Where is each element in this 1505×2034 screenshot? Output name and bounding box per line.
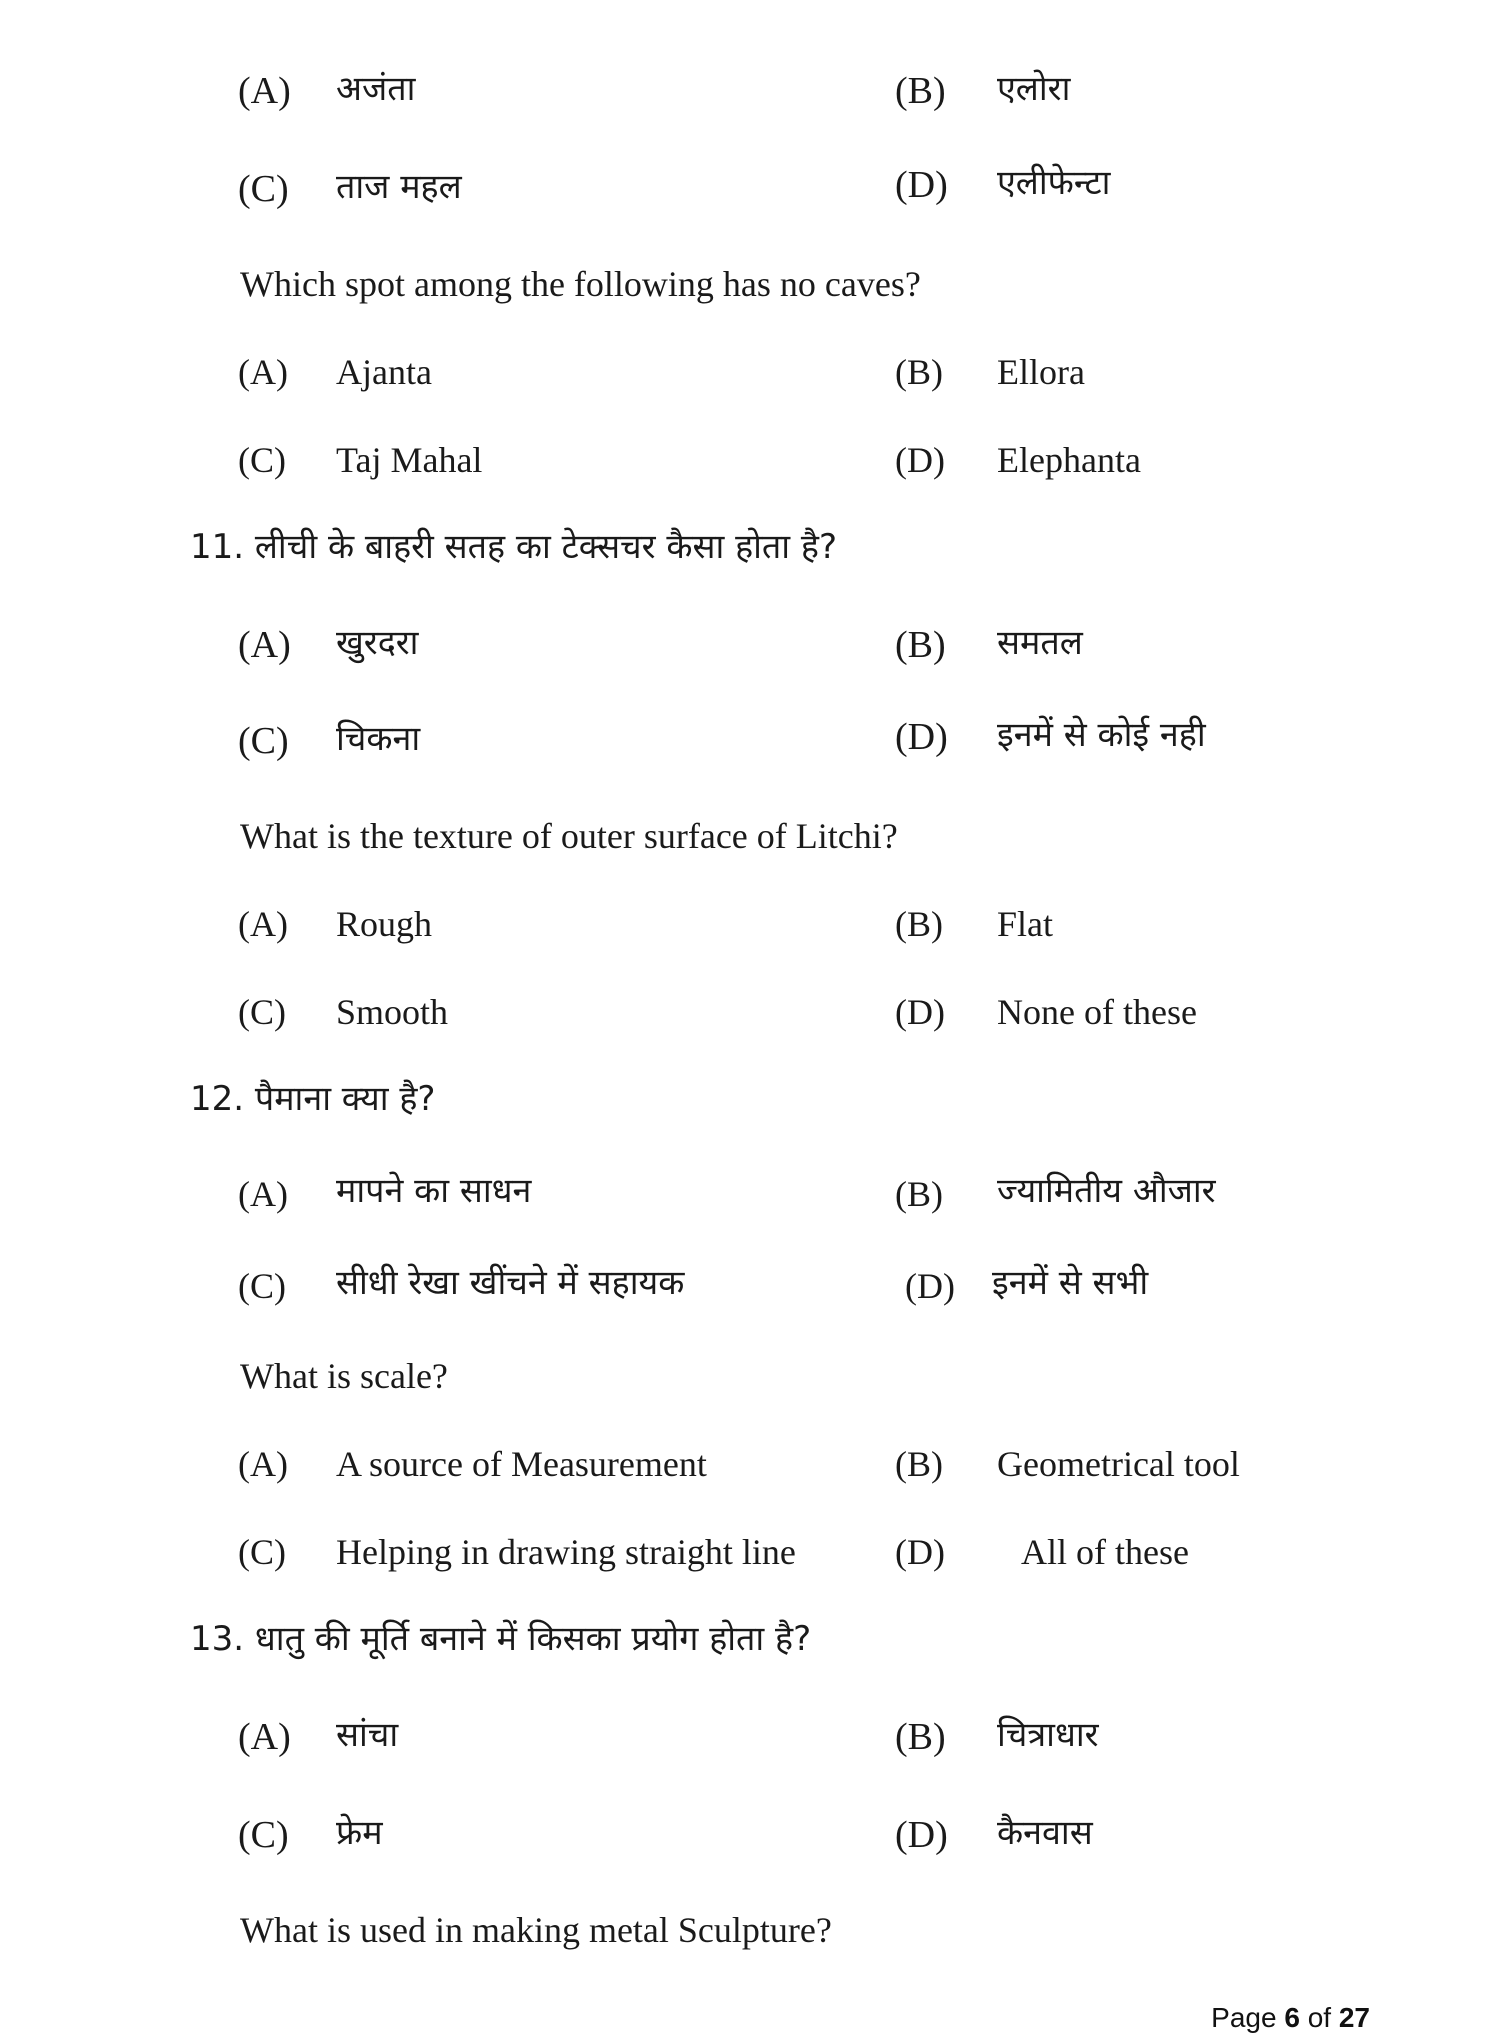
q13-hi-option-b: चित्राधार (997, 1715, 1099, 1755)
option-label-d: (D) (895, 440, 945, 480)
q12-hi-option-b: ज्यामितीय औजार (997, 1171, 1216, 1211)
q12-en-option-d: All of these (1021, 1532, 1189, 1572)
q11-hi-question: 11. लीची के बाहरी सतह का टेक्सचर कैसा होता है? (190, 527, 838, 567)
q13-hi-question: 13. धातु की मूर्ति बनाने में किसका प्रयोग होता है? (190, 1619, 812, 1659)
option-label-a: (A) (238, 70, 291, 112)
q13-hi-option-c: फ्रेम (336, 1813, 383, 1853)
option-label-c: (C) (238, 720, 289, 762)
q13-hi-option-d: कैनवास (997, 1813, 1093, 1853)
option-label-a: (A) (238, 1716, 291, 1758)
page-middle: of (1299, 2002, 1339, 2033)
q10-hi-option-c: ताज महल (336, 167, 462, 207)
option-label-a: (A) (238, 904, 288, 944)
q11-hi-option-d: इनमें से कोई नही (997, 715, 1206, 755)
page-total: 27 (1338, 2002, 1370, 2033)
page-current: 6 (1284, 2002, 1300, 2033)
q11-en-option-b: Flat (997, 904, 1054, 944)
option-label-c: (C) (238, 1532, 286, 1572)
option-label-b: (B) (895, 624, 946, 666)
q11-en-option-a: Rough (336, 904, 433, 944)
q10-hi-option-a: अजंता (336, 69, 416, 109)
q12-en-question: What is scale? (240, 1356, 448, 1396)
q12-en-option-c: Helping in drawing straight line (336, 1532, 796, 1572)
q10-en-option-c: Taj Mahal (336, 440, 483, 480)
option-label-b: (B) (895, 904, 943, 944)
page-number (1211, 2002, 1370, 2034)
option-label-a: (A) (238, 624, 291, 666)
option-label-b: (B) (895, 1174, 943, 1214)
option-label-c: (C) (238, 168, 289, 210)
q10-en-question: Which spot among the following has no caves? (240, 264, 921, 304)
q12-en-option-b: Geometrical tool (997, 1444, 1240, 1484)
q10-hi-option-d: एलीफेन्टा (997, 163, 1111, 203)
q11-hi-option-a: खुरदरा (336, 623, 419, 663)
option-label-d: (D) (895, 1814, 948, 1856)
q12-hi-option-a: मापने का साधन (336, 1171, 532, 1211)
option-label-a: (A) (238, 352, 288, 392)
q10-en-option-d: Elephanta (997, 440, 1141, 480)
option-label-b: (B) (895, 1716, 946, 1758)
q11-hi-option-c: चिकना (336, 719, 421, 759)
q11-en-question: What is the texture of outer surface of Litchi? (240, 816, 898, 856)
option-label-d: (D) (895, 992, 945, 1032)
q13-en-question: What is used in making metal Sculpture? (240, 1910, 832, 1950)
q12-hi-question: 12. पैमाना क्या है? (190, 1079, 436, 1119)
q11-hi-option-b: समतल (997, 623, 1083, 663)
option-label-d: (D) (905, 1266, 955, 1306)
option-label-b: (B) (895, 352, 943, 392)
q10-hi-option-b: एलोरा (997, 69, 1071, 109)
option-label-b: (B) (895, 1444, 943, 1484)
q12-hi-option-d: इनमें से सभी (992, 1263, 1149, 1303)
q10-en-option-b: Ellora (997, 352, 1085, 392)
option-label-d: (D) (895, 1532, 945, 1572)
option-label-d: (D) (895, 164, 948, 206)
q10-en-option-a: Ajanta (336, 352, 432, 392)
option-label-b: (B) (895, 70, 946, 112)
page-prefix: Page (1211, 2002, 1285, 2033)
option-label-a: (A) (238, 1444, 288, 1484)
option-label-d: (D) (895, 716, 948, 758)
q13-hi-option-a: सांचा (336, 1715, 399, 1755)
q11-en-option-d: None of these (997, 992, 1197, 1032)
q12-en-option-a: A source of Measurement (336, 1444, 707, 1484)
option-label-c: (C) (238, 1814, 289, 1856)
option-label-a: (A) (238, 1174, 288, 1214)
option-label-c: (C) (238, 440, 286, 480)
q12-hi-option-c: सीधी रेखा खींचने में सहायक (336, 1263, 685, 1303)
option-label-c: (C) (238, 1266, 286, 1306)
option-label-c: (C) (238, 992, 286, 1032)
q11-en-option-c: Smooth (336, 992, 449, 1032)
